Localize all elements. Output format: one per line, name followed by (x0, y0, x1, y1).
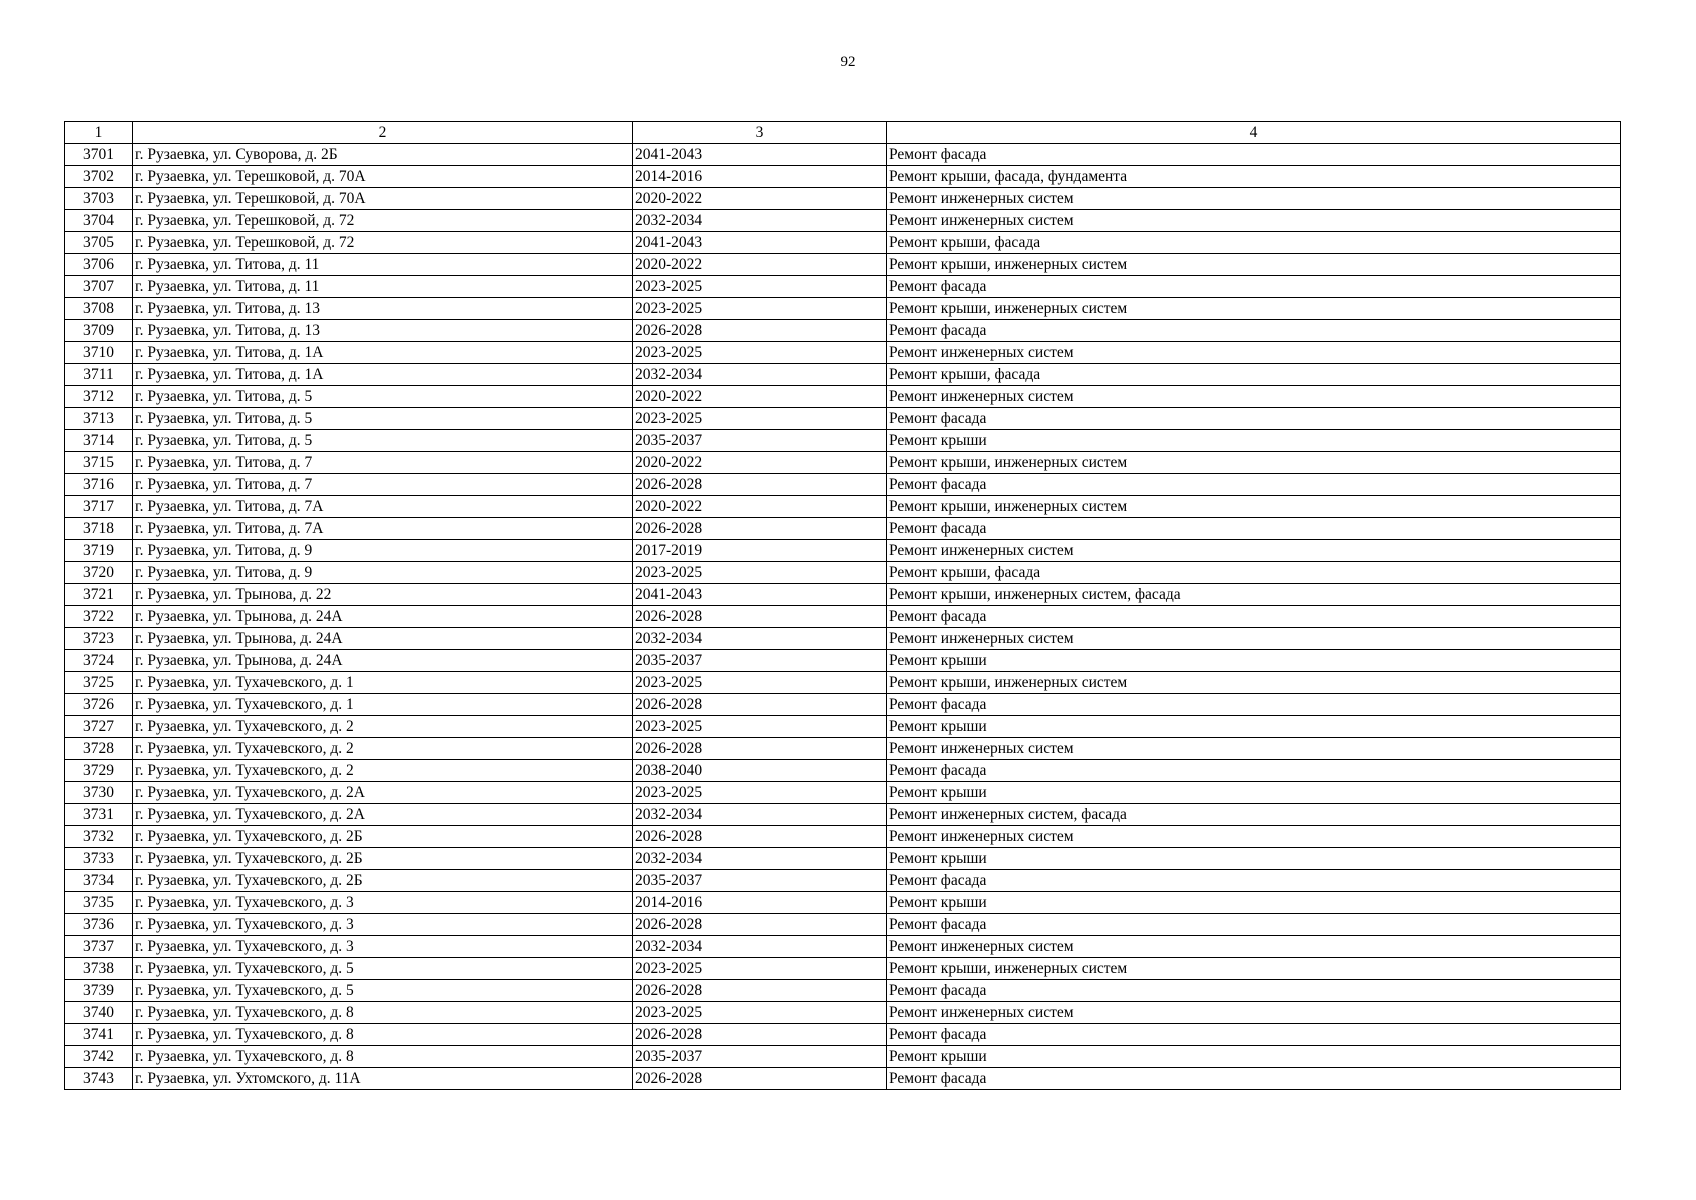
table-row (65, 870, 1621, 892)
work-type-cell: Ремонт инженерных систем (887, 188, 1621, 210)
work-type-cell: Ремонт фасада (887, 694, 1621, 716)
table-row (65, 540, 1621, 562)
table-row (65, 672, 1621, 694)
period-cell: 2026-2028 (633, 606, 887, 628)
address-cell: г. Рузаевка, ул. Титова, д. 5 (133, 430, 633, 452)
table-row (65, 386, 1621, 408)
table-row (65, 584, 1621, 606)
address-cell: г. Рузаевка, ул. Титова, д. 1А (133, 364, 633, 386)
address-cell: г. Рузаевка, ул. Титова, д. 5 (133, 408, 633, 430)
row-number-cell: 3742 (65, 1046, 133, 1068)
row-number-cell: 3740 (65, 1002, 133, 1024)
row-number-cell: 3737 (65, 936, 133, 958)
table-row (65, 716, 1621, 738)
work-type-cell: Ремонт фасада (887, 144, 1621, 166)
period-cell: 2023-2025 (633, 782, 887, 804)
column-header-1: 1 (65, 122, 133, 144)
table-row (65, 782, 1621, 804)
table-row (65, 144, 1621, 166)
period-cell: 2023-2025 (633, 958, 887, 980)
table-row (65, 188, 1621, 210)
table-row (65, 958, 1621, 980)
period-cell: 2026-2028 (633, 694, 887, 716)
row-number-cell: 3724 (65, 650, 133, 672)
work-type-cell: Ремонт крыши, инженерных систем, фасада (887, 584, 1621, 606)
address-cell: г. Рузаевка, ул. Тухачевского, д. 2А (133, 782, 633, 804)
address-cell: г. Рузаевка, ул. Титова, д. 5 (133, 386, 633, 408)
table-row (65, 738, 1621, 760)
period-cell: 2023-2025 (633, 672, 887, 694)
row-number-cell: 3734 (65, 870, 133, 892)
table-row (65, 342, 1621, 364)
work-type-cell: Ремонт крыши, фасада (887, 562, 1621, 584)
work-type-cell: Ремонт фасада (887, 870, 1621, 892)
table-header-row (65, 122, 1621, 144)
period-cell: 2020-2022 (633, 254, 887, 276)
table-row (65, 650, 1621, 672)
row-number-cell: 3702 (65, 166, 133, 188)
work-type-cell: Ремонт крыши, инженерных систем (887, 496, 1621, 518)
work-type-cell: Ремонт крыши (887, 650, 1621, 672)
period-cell: 2026-2028 (633, 1068, 887, 1090)
address-cell: г. Рузаевка, ул. Суворова, д. 2Б (133, 144, 633, 166)
row-number-cell: 3711 (65, 364, 133, 386)
table-row (65, 254, 1621, 276)
address-cell: г. Рузаевка, ул. Трынова, д. 24А (133, 650, 633, 672)
table-row (65, 1046, 1621, 1068)
work-type-cell: Ремонт крыши, инженерных систем (887, 958, 1621, 980)
work-type-cell: Ремонт крыши, инженерных систем (887, 254, 1621, 276)
work-type-cell: Ремонт фасада (887, 276, 1621, 298)
work-type-cell: Ремонт фасада (887, 408, 1621, 430)
work-type-cell: Ремонт инженерных систем (887, 936, 1621, 958)
address-cell: г. Рузаевка, ул. Тухачевского, д. 2 (133, 738, 633, 760)
table-row (65, 518, 1621, 540)
period-cell: 2023-2025 (633, 408, 887, 430)
period-cell: 2023-2025 (633, 716, 887, 738)
address-cell: г. Рузаевка, ул. Трынова, д. 22 (133, 584, 633, 606)
row-number-cell: 3708 (65, 298, 133, 320)
work-type-cell: Ремонт фасада (887, 1068, 1621, 1090)
period-cell: 2035-2037 (633, 1046, 887, 1068)
address-cell: г. Рузаевка, ул. Титова, д. 9 (133, 562, 633, 584)
column-header-3: 3 (633, 122, 887, 144)
address-cell: г. Рузаевка, ул. Титова, д. 7А (133, 518, 633, 540)
work-type-cell: Ремонт фасада (887, 1024, 1621, 1046)
table-row (65, 826, 1621, 848)
work-type-cell: Ремонт инженерных систем (887, 1002, 1621, 1024)
table-row (65, 1024, 1621, 1046)
address-cell: г. Рузаевка, ул. Титова, д. 7 (133, 474, 633, 496)
period-cell: 2020-2022 (633, 452, 887, 474)
period-cell: 2032-2034 (633, 848, 887, 870)
table-row (65, 562, 1621, 584)
period-cell: 2023-2025 (633, 276, 887, 298)
address-cell: г. Рузаевка, ул. Титова, д. 9 (133, 540, 633, 562)
work-type-cell: Ремонт инженерных систем (887, 210, 1621, 232)
table-row (65, 628, 1621, 650)
address-cell: г. Рузаевка, ул. Титова, д. 1А (133, 342, 633, 364)
address-cell: г. Рузаевка, ул. Тухачевского, д. 1 (133, 694, 633, 716)
table-row (65, 496, 1621, 518)
work-type-cell: Ремонт инженерных систем, фасада (887, 804, 1621, 826)
period-cell: 2014-2016 (633, 892, 887, 914)
address-cell: г. Рузаевка, ул. Ухтомского, д. 11А (133, 1068, 633, 1090)
work-type-cell: Ремонт инженерных систем (887, 386, 1621, 408)
address-cell: г. Рузаевка, ул. Тухачевского, д. 3 (133, 914, 633, 936)
table-row (65, 430, 1621, 452)
address-cell: г. Рузаевка, ул. Терешковой, д. 72 (133, 210, 633, 232)
work-type-cell: Ремонт крыши, фасада, фундамента (887, 166, 1621, 188)
column-header-2: 2 (133, 122, 633, 144)
row-number-cell: 3729 (65, 760, 133, 782)
address-cell: г. Рузаевка, ул. Титова, д. 13 (133, 298, 633, 320)
period-cell: 2026-2028 (633, 320, 887, 342)
row-number-cell: 3727 (65, 716, 133, 738)
address-cell: г. Рузаевка, ул. Титова, д. 11 (133, 276, 633, 298)
work-type-cell: Ремонт крыши (887, 782, 1621, 804)
table-row (65, 892, 1621, 914)
period-cell: 2020-2022 (633, 496, 887, 518)
work-type-cell: Ремонт крыши (887, 848, 1621, 870)
row-number-cell: 3735 (65, 892, 133, 914)
address-cell: г. Рузаевка, ул. Тухачевского, д. 8 (133, 1046, 633, 1068)
row-number-cell: 3743 (65, 1068, 133, 1090)
work-type-cell: Ремонт крыши (887, 430, 1621, 452)
table-row (65, 276, 1621, 298)
address-cell: г. Рузаевка, ул. Тухачевского, д. 2 (133, 760, 633, 782)
table-row (65, 606, 1621, 628)
work-type-cell: Ремонт фасада (887, 518, 1621, 540)
period-cell: 2020-2022 (633, 188, 887, 210)
address-cell: г. Рузаевка, ул. Терешковой, д. 72 (133, 232, 633, 254)
row-number-cell: 3714 (65, 430, 133, 452)
row-number-cell: 3706 (65, 254, 133, 276)
row-number-cell: 3718 (65, 518, 133, 540)
address-cell: г. Рузаевка, ул. Тухачевского, д. 5 (133, 958, 633, 980)
page-number: 92 (840, 54, 856, 70)
period-cell: 2041-2043 (633, 584, 887, 606)
row-number-cell: 3738 (65, 958, 133, 980)
period-cell: 2041-2043 (633, 232, 887, 254)
table-row (65, 232, 1621, 254)
period-cell: 2026-2028 (633, 914, 887, 936)
work-type-cell: Ремонт инженерных систем (887, 628, 1621, 650)
row-number-cell: 3732 (65, 826, 133, 848)
work-type-cell: Ремонт крыши, фасада (887, 364, 1621, 386)
row-number-cell: 3715 (65, 452, 133, 474)
row-number-cell: 3720 (65, 562, 133, 584)
period-cell: 2014-2016 (633, 166, 887, 188)
row-number-cell: 3709 (65, 320, 133, 342)
address-cell: г. Рузаевка, ул. Тухачевского, д. 3 (133, 892, 633, 914)
row-number-cell: 3730 (65, 782, 133, 804)
table-row (65, 1068, 1621, 1090)
table-row (65, 1002, 1621, 1024)
period-cell: 2032-2034 (633, 936, 887, 958)
address-cell: г. Рузаевка, ул. Титова, д. 13 (133, 320, 633, 342)
address-cell: г. Рузаевка, ул. Титова, д. 11 (133, 254, 633, 276)
work-type-cell: Ремонт инженерных систем (887, 826, 1621, 848)
table-row (65, 804, 1621, 826)
period-cell: 2026-2028 (633, 518, 887, 540)
address-cell: г. Рузаевка, ул. Тухачевского, д. 5 (133, 980, 633, 1002)
address-cell: г. Рузаевка, ул. Терешковой, д. 70А (133, 188, 633, 210)
work-type-cell: Ремонт крыши, фасада (887, 232, 1621, 254)
address-cell: г. Рузаевка, ул. Тухачевского, д. 2Б (133, 848, 633, 870)
period-cell: 2023-2025 (633, 342, 887, 364)
work-type-cell: Ремонт крыши, инженерных систем (887, 672, 1621, 694)
period-cell: 2038-2040 (633, 760, 887, 782)
row-number-cell: 3728 (65, 738, 133, 760)
address-cell: г. Рузаевка, ул. Тухачевского, д. 2 (133, 716, 633, 738)
row-number-cell: 3723 (65, 628, 133, 650)
period-cell: 2026-2028 (633, 1024, 887, 1046)
address-cell: г. Рузаевка, ул. Трынова, д. 24А (133, 628, 633, 650)
work-type-cell: Ремонт крыши (887, 716, 1621, 738)
table-header (65, 122, 1621, 144)
period-cell: 2023-2025 (633, 298, 887, 320)
table-body (65, 144, 1621, 1090)
work-type-cell: Ремонт крыши (887, 1046, 1621, 1068)
row-number-cell: 3726 (65, 694, 133, 716)
work-type-cell: Ремонт инженерных систем (887, 738, 1621, 760)
row-number-cell: 3721 (65, 584, 133, 606)
work-type-cell: Ремонт инженерных систем (887, 342, 1621, 364)
period-cell: 2032-2034 (633, 804, 887, 826)
table-row (65, 694, 1621, 716)
period-cell: 2023-2025 (633, 1002, 887, 1024)
address-cell: г. Рузаевка, ул. Тухачевского, д. 8 (133, 1002, 633, 1024)
table-row (65, 848, 1621, 870)
row-number-cell: 3717 (65, 496, 133, 518)
period-cell: 2023-2025 (633, 562, 887, 584)
period-cell: 2035-2037 (633, 870, 887, 892)
table-row (65, 320, 1621, 342)
row-number-cell: 3722 (65, 606, 133, 628)
table-row (65, 760, 1621, 782)
address-cell: г. Рузаевка, ул. Титова, д. 7 (133, 452, 633, 474)
period-cell: 2032-2034 (633, 364, 887, 386)
work-type-cell: Ремонт фасада (887, 914, 1621, 936)
row-number-cell: 3733 (65, 848, 133, 870)
address-cell: г. Рузаевка, ул. Титова, д. 7А (133, 496, 633, 518)
work-type-cell: Ремонт инженерных систем (887, 540, 1621, 562)
row-number-cell: 3704 (65, 210, 133, 232)
address-cell: г. Рузаевка, ул. Тухачевского, д. 1 (133, 672, 633, 694)
work-type-cell: Ремонт фасада (887, 760, 1621, 782)
period-cell: 2032-2034 (633, 628, 887, 650)
row-number-cell: 3716 (65, 474, 133, 496)
row-number-cell: 3707 (65, 276, 133, 298)
table-row (65, 210, 1621, 232)
table-row (65, 298, 1621, 320)
period-cell: 2026-2028 (633, 474, 887, 496)
table-row (65, 452, 1621, 474)
work-type-cell: Ремонт крыши, инженерных систем (887, 452, 1621, 474)
row-number-cell: 3725 (65, 672, 133, 694)
period-cell: 2026-2028 (633, 980, 887, 1002)
address-cell: г. Рузаевка, ул. Терешковой, д. 70А (133, 166, 633, 188)
work-type-cell: Ремонт фасада (887, 606, 1621, 628)
work-type-cell: Ремонт фасада (887, 980, 1621, 1002)
row-number-cell: 3719 (65, 540, 133, 562)
row-number-cell: 3712 (65, 386, 133, 408)
work-type-cell: Ремонт крыши, инженерных систем (887, 298, 1621, 320)
table-row (65, 914, 1621, 936)
row-number-cell: 3731 (65, 804, 133, 826)
column-header-4: 4 (887, 122, 1621, 144)
address-cell: г. Рузаевка, ул. Тухачевского, д. 2А (133, 804, 633, 826)
period-cell: 2026-2028 (633, 738, 887, 760)
work-type-cell: Ремонт фасада (887, 320, 1621, 342)
repair-schedule-table (64, 121, 1621, 1090)
work-type-cell: Ремонт фасада (887, 474, 1621, 496)
table-row (65, 364, 1621, 386)
address-cell: г. Рузаевка, ул. Тухачевского, д. 8 (133, 1024, 633, 1046)
table-row (65, 936, 1621, 958)
period-cell: 2035-2037 (633, 430, 887, 452)
period-cell: 2041-2043 (633, 144, 887, 166)
period-cell: 2026-2028 (633, 826, 887, 848)
row-number-cell: 3701 (65, 144, 133, 166)
row-number-cell: 3710 (65, 342, 133, 364)
period-cell: 2035-2037 (633, 650, 887, 672)
row-number-cell: 3736 (65, 914, 133, 936)
row-number-cell: 3739 (65, 980, 133, 1002)
table-row (65, 166, 1621, 188)
table-row (65, 474, 1621, 496)
row-number-cell: 3705 (65, 232, 133, 254)
row-number-cell: 3703 (65, 188, 133, 210)
work-type-cell: Ремонт крыши (887, 892, 1621, 914)
period-cell: 2017-2019 (633, 540, 887, 562)
row-number-cell: 3741 (65, 1024, 133, 1046)
address-cell: г. Рузаевка, ул. Тухачевского, д. 2Б (133, 870, 633, 892)
period-cell: 2032-2034 (633, 210, 887, 232)
row-number-cell: 3713 (65, 408, 133, 430)
address-cell: г. Рузаевка, ул. Трынова, д. 24А (133, 606, 633, 628)
period-cell: 2020-2022 (633, 386, 887, 408)
table-row (65, 408, 1621, 430)
address-cell: г. Рузаевка, ул. Тухачевского, д. 3 (133, 936, 633, 958)
address-cell: г. Рузаевка, ул. Тухачевского, д. 2Б (133, 826, 633, 848)
table-row (65, 980, 1621, 1002)
